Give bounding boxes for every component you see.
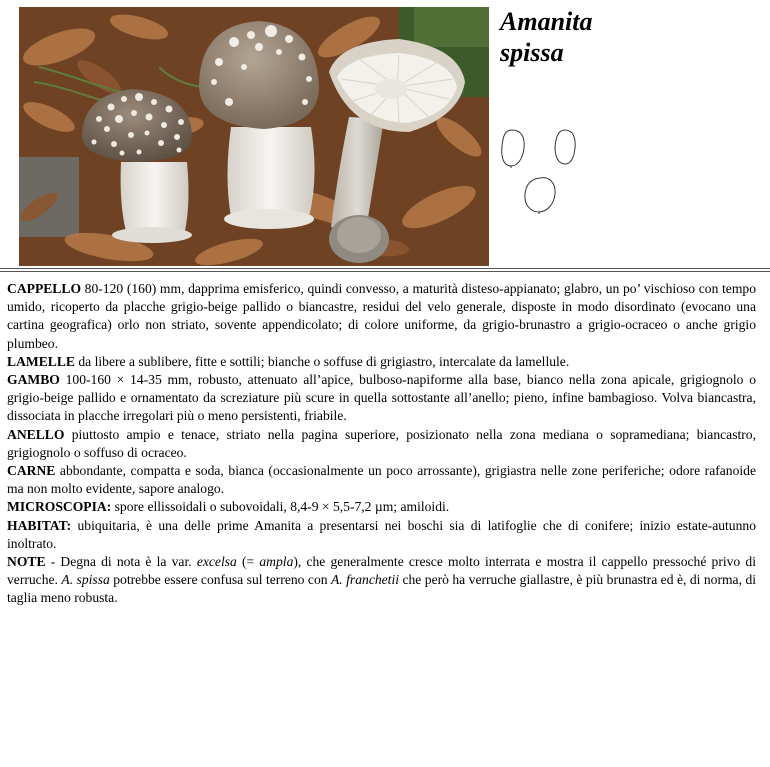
text-microscopia: spore ellissoidali o subovoidali, 8,4-9 × 5,5-7,2 µm; amiloidi. — [111, 499, 450, 515]
note-italic-excelsa: excelsa — [196, 554, 237, 570]
spore-drawings — [498, 126, 588, 218]
species-description — [7, 280, 756, 608]
mushroom-photo — [19, 7, 489, 266]
heading-microscopia: MICROSCOPIA: — [7, 499, 112, 515]
note-text-3: ), che generalmente cresce molto interrata e mostra il cappello pressoché privo di verruche. — [7, 554, 756, 588]
note-text-1: - Degna di nota è la var. — [45, 554, 197, 570]
text-habitat: ubiquitaria, è una delle prime Amanita a presentarsi nei boschi sia di latifoglie che di conifere; inizio estate-autunno inoltrato. — [7, 517, 756, 551]
note-italic-ampla: ampla — [259, 554, 294, 570]
section-lamelle — [7, 353, 756, 371]
title-species: spissa — [500, 38, 564, 67]
note-text-5: che però ha verruche giallastre, è più brunastra ed è, di norma, di taglia meno robusta. — [7, 572, 757, 606]
heading-anello: ANELLO — [7, 426, 65, 442]
heading-carne: CARNE — [7, 463, 56, 479]
heading-gambo: GAMBO — [7, 372, 60, 388]
heading-lamelle: LAMELLE — [7, 353, 75, 369]
section-gambo — [7, 371, 756, 426]
heading-habitat: HABITAT: — [7, 517, 72, 533]
mushroom-photo-drawing — [19, 7, 489, 266]
section-anello — [7, 426, 756, 462]
text-cappello: 80-120 (160) mm, dapprima emisferico, quindi convesso, a maturità disteso-appianato; glabro, un po’ vischioso con tempo umido, ricoperto da placche grigio-beige pallido o biancastre, residui del velo generale, disposte in modo disordinato (evocano una cartina geografica) orlo non striato, sovente appendicolato; di colore uniforme, da grigio-brunastro a grigio-ocraceo o anche grigio plumbeo. — [7, 281, 756, 351]
title-genus: Amanita — [500, 7, 593, 36]
section-note — [7, 553, 756, 608]
spore-outlines — [498, 126, 588, 218]
text-carne: abbondante, compatta e soda, bianca (occasionalmente un poco arrossante), grigiastra nelle zone periferiche; odore rafanoide ma non molto evidente, sapore analogo. — [7, 463, 756, 497]
note-text-2: (= — [236, 554, 260, 570]
section-microscopia — [7, 498, 756, 516]
text-anello: piuttosto ampio e tenace, striato nella pagina superiore, posizionato nella zona mediana o sopramediana; biancastro, grigiognolo o soffuso di ocraceo. — [7, 426, 756, 460]
species-title — [500, 6, 760, 68]
note-italic-franchetii: A. franchetii — [331, 572, 400, 588]
heading-note: NOTE — [7, 554, 46, 570]
note-text-4: potrebbe essere confusa sul terreno con — [109, 572, 331, 588]
note-italic-spissa: A. spissa — [61, 572, 110, 588]
section-carne — [7, 462, 756, 498]
section-divider — [0, 268, 770, 272]
section-cappello — [7, 280, 756, 353]
text-lamelle: da libere a sublibere, fitte e sottili; bianche o soffuse di grigiastro, intercalate da lamellule. — [74, 353, 570, 369]
text-gambo: 100-160 × 14-35 mm, robusto, attenuato all’apice, bulboso-napiforme alla base, bianco nella zona apicale, grigiognolo o grigio-beige pallido e ornamentato da screziature più scure in quella sottostante all’anello; pieno, infine bambagioso. Volva biancastra, dissociata in placche irregolari più o meno persistenti, friabile. — [7, 372, 756, 424]
heading-cappello: CAPPELLO — [7, 281, 82, 296]
section-habitat — [7, 517, 756, 553]
